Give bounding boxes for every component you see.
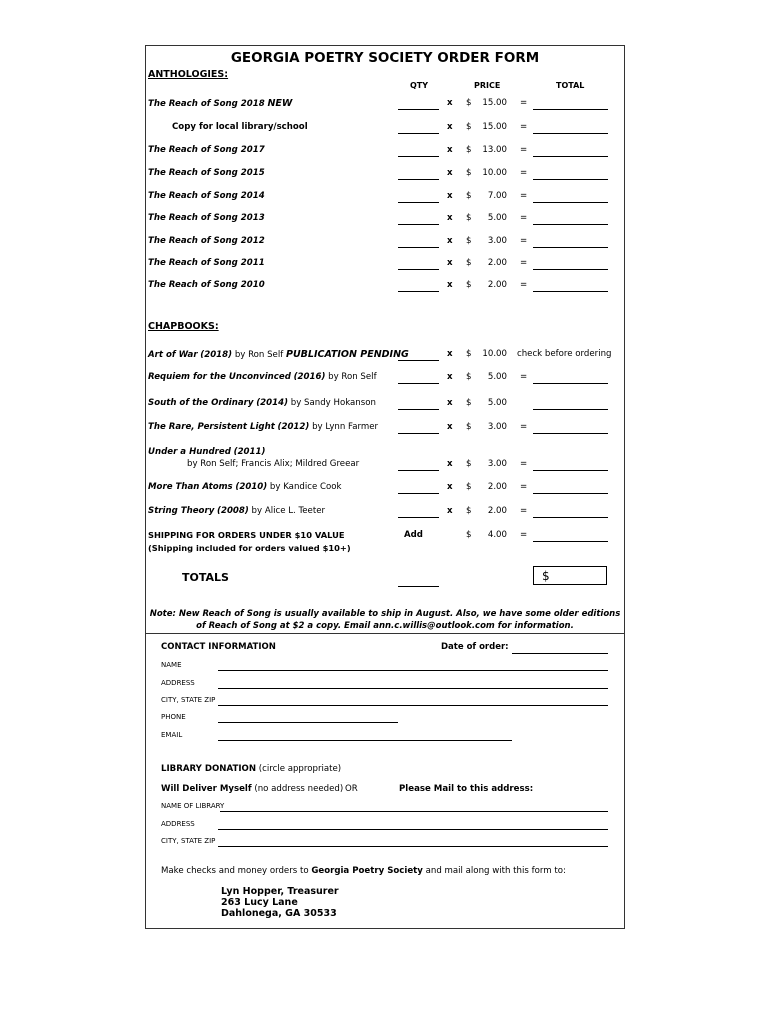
currency-sign: $ [466,258,472,268]
will-deliver-label: Will Deliver Myself [161,784,252,794]
times-sign: x [447,258,453,268]
qty-field[interactable] [398,133,439,134]
qty-field[interactable] [398,269,439,270]
shipping-label: SHIPPING FOR ORDERS UNDER $10 VALUE [148,530,345,540]
item-price: 15.00 [482,98,507,108]
currency-sign: $ [466,530,472,540]
qty-field[interactable] [398,470,439,471]
times-sign: x [447,122,453,132]
times-sign: x [447,459,453,469]
anthology-row [0,145,770,161]
anthologies-heading: ANTHOLOGIES: [148,69,229,80]
total-field[interactable] [533,179,608,180]
currency-sign: $ [466,98,472,108]
shipping-note: (Shipping included for orders valued $10+) [148,543,351,553]
equals-sign: = [520,280,528,290]
library-donation-note: (circle appropriate) [258,764,342,774]
price-column-header: PRICE [474,81,501,90]
qty-field[interactable] [398,517,439,518]
anthology-row [0,191,770,207]
total-field[interactable] [533,291,608,292]
item-year: (2011) [233,447,266,457]
times-sign: x [447,372,453,382]
item-author: by Ron Self [234,350,284,360]
address-field[interactable] [218,688,608,689]
name-field[interactable] [218,670,608,671]
page-title: GEORGIA POETRY SOCIETY ORDER FORM [230,50,540,66]
currency-sign: $ [466,168,472,178]
item-year: (2012) [277,422,310,432]
equals-sign: = [520,145,528,155]
item-title: Art of War [148,350,198,360]
total-field[interactable] [533,202,608,203]
total-field[interactable] [533,383,608,384]
library-city-state-zip-field[interactable] [218,846,608,847]
equals-sign: = [520,530,528,540]
item-price: 3.00 [487,236,507,246]
chapbook-row [0,482,770,498]
new-badge: NEW [267,98,293,109]
equals-sign: = [520,422,528,432]
total-field[interactable] [533,517,608,518]
currency-sign: $ [466,506,472,516]
total-field[interactable] [533,409,608,410]
library-donation-heading [161,764,341,774]
item-title: The Reach of Song 2010 [148,280,265,290]
item-price: 2.00 [487,258,507,268]
currency-sign: $ [466,459,472,469]
date-of-order-label: Date of order: [441,642,509,652]
currency-sign: $ [466,145,472,155]
will-deliver-option[interactable] [161,784,343,794]
item-price: 5.00 [487,398,507,408]
shipping-price: 4.00 [487,530,507,540]
item-title: The Reach of Song 2018 [148,99,265,109]
library-name-label: NAME OF LIBRARY [161,802,225,810]
totals-label: TOTALS [182,571,229,584]
qty-field[interactable] [398,109,439,110]
times-sign: x [447,398,453,408]
item-price: 10.00 [482,349,507,359]
total-field[interactable] [533,470,608,471]
item-price: 2.00 [487,506,507,516]
shipping-total-field[interactable] [533,541,608,542]
item-author: by Sandy Hokanson [290,398,376,408]
chapbook-row [0,349,770,365]
currency-sign: $ [466,213,472,223]
item-price: 15.00 [482,122,507,132]
total-field[interactable] [533,224,608,225]
total-qty-field[interactable] [398,586,439,587]
qty-field[interactable] [398,224,439,225]
item-title: The Reach of Song 2014 [148,191,265,201]
equals-sign: = [520,122,528,132]
item-author: by Alice L. Teeter [251,506,326,516]
currency-sign: $ [466,349,472,359]
equals-sign: = [520,482,528,492]
name-label: NAME [161,661,182,669]
times-sign: x [447,349,453,359]
currency-sign: $ [466,236,472,246]
payment-suffix: and mail along with this form to: [425,866,566,876]
city-state-zip-label: CITY, STATE ZIP [161,696,216,704]
item-author: by Ron Self; Francis Alix; Mildred Greear [187,459,360,469]
check-before-ordering-note: check before ordering [517,349,612,359]
item-title: Requiem for the Unconvinced [148,372,291,382]
note-line-1: Note: New Reach of Song is usually available to ship in August. Also, we have some older editions [149,609,621,619]
chapbook-row [0,398,770,414]
item-price: 5.00 [487,372,507,382]
currency-sign: $ [466,280,472,290]
shipping-add-label: Add [404,530,423,540]
total-field[interactable] [533,109,608,110]
times-sign: x [447,506,453,516]
currency-sign: $ [466,482,472,492]
contact-heading: CONTACT INFORMATION [161,642,276,652]
item-year: (2008) [217,506,249,516]
item-year: (2016) [293,372,326,382]
library-name-field[interactable] [220,811,608,812]
item-title: South of the Ordinary [148,398,254,408]
mailing-address-line-1: Lyn Hopper, Treasurer [221,886,339,897]
times-sign: x [447,213,453,223]
qty-field[interactable] [398,433,439,434]
equals-sign: = [520,372,528,382]
or-separator: OR [345,784,358,794]
item-price: 2.00 [487,280,507,290]
item-author: by Ron Self [328,372,377,382]
equals-sign: = [520,98,528,108]
equals-sign: = [520,236,528,246]
times-sign: x [447,482,453,492]
equals-sign: = [520,168,528,178]
anthology-row [0,213,770,229]
item-title: The Reach of Song 2013 [148,213,265,223]
mailing-address-line-2: 263 Lucy Lane [221,897,298,908]
mail-option[interactable]: Please Mail to this address: [399,784,534,794]
qty-field[interactable] [398,360,439,361]
grand-total-field[interactable] [533,566,607,585]
item-title: The Reach of Song 2015 [148,168,265,178]
chapbook-row [0,506,770,522]
item-year: (2010) [235,482,268,492]
will-deliver-note: (no address needed) [254,784,344,794]
currency-sign: $ [466,422,472,432]
equals-sign: = [520,459,528,469]
anthology-row [0,168,770,184]
qty-field[interactable] [398,383,439,384]
item-price: 3.00 [487,422,507,432]
qty-field[interactable] [398,493,439,494]
item-title: The Reach of Song 2012 [148,236,265,246]
address-label: ADDRESS [161,679,195,687]
payment-instructions [161,866,566,876]
city-state-zip-field[interactable] [218,705,608,706]
equals-sign: = [520,506,528,516]
anthology-row [0,122,770,138]
item-author: by Lynn Farmer [312,422,379,432]
equals-sign: = [520,213,528,223]
qty-field[interactable] [398,156,439,157]
shipping-row [0,530,770,556]
library-address-field[interactable] [218,829,608,830]
phone-field[interactable] [218,722,398,723]
qty-field[interactable] [398,247,439,248]
currency-sign: $ [466,372,472,382]
total-field[interactable] [533,493,608,494]
item-price: 3.00 [487,459,507,469]
total-field[interactable] [533,247,608,248]
date-of-order-field[interactable] [512,653,608,654]
library-donation-title: LIBRARY DONATION [161,764,257,774]
chapbook-row [0,447,770,475]
item-year: (2018) [200,350,233,360]
times-sign: x [447,98,453,108]
times-sign: x [447,280,453,290]
phone-label: PHONE [161,713,186,721]
qty-field[interactable] [398,291,439,292]
anthology-row [0,280,770,296]
section-divider [145,633,625,634]
item-author: by Kandice Cook [269,482,342,492]
chapbooks-heading: CHAPBOOKS: [148,321,219,332]
currency-sign: $ [466,191,472,201]
equals-sign: = [520,258,528,268]
item-price: 13.00 [482,145,507,155]
library-city-state-zip-label: CITY, STATE ZIP [161,837,216,845]
email-field[interactable] [218,740,512,741]
item-price: 7.00 [487,191,507,201]
item-title: More Than Atoms [148,482,233,492]
item-title: The Reach of Song 2017 [148,145,265,155]
item-title: The Reach of Song 2011 [148,258,265,268]
qty-column-header: QTY [410,81,429,90]
total-field[interactable] [533,133,608,134]
item-title: The Rare, Persistent Light [148,422,275,432]
times-sign: x [447,145,453,155]
qty-field[interactable] [398,179,439,180]
times-sign: x [447,422,453,432]
times-sign: x [447,191,453,201]
currency-sign: $ [542,569,550,583]
qty-field[interactable] [398,409,439,410]
chapbook-row [0,422,770,438]
item-price: 10.00 [482,168,507,178]
anthology-row [0,258,770,274]
email-label: EMAIL [161,731,183,739]
item-title: Under a Hundred [148,447,231,457]
anthology-row [0,98,770,114]
item-title: String Theory [148,506,215,516]
library-address-label: ADDRESS [161,820,195,828]
publication-pending-note: PUBLICATION PENDING [286,349,409,360]
currency-sign: $ [466,398,472,408]
item-year: (2014) [256,398,289,408]
payment-prefix: Make checks and money orders to [161,866,309,876]
qty-field[interactable] [398,202,439,203]
item-price: 5.00 [487,213,507,223]
currency-sign: $ [466,122,472,132]
total-field[interactable] [533,156,608,157]
chapbook-row [0,372,770,388]
total-column-header: TOTAL [556,81,585,90]
anthology-row [0,236,770,252]
times-sign: x [447,168,453,178]
total-field[interactable] [533,433,608,434]
equals-sign: = [520,191,528,201]
payee-name: Georgia Poetry Society [311,866,423,876]
item-price: 2.00 [487,482,507,492]
mailing-address-line-3: Dahlonega, GA 30533 [221,908,337,919]
total-field[interactable] [533,269,608,270]
item-title: Copy for local library/school [172,122,308,132]
note-line-2: of Reach of Song at $2 a copy. Email ann.c.willis@outlook.com for information. [196,621,574,631]
times-sign: x [447,236,453,246]
